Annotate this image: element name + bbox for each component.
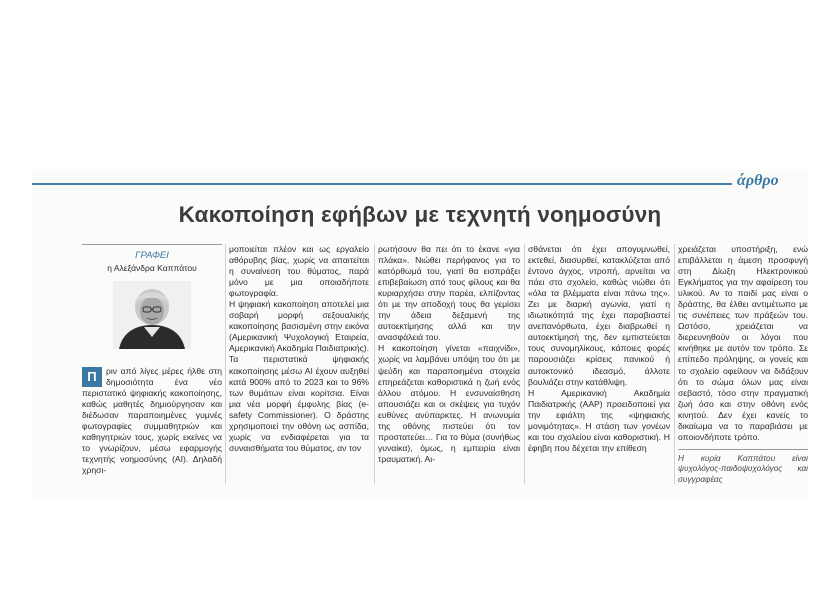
paragraph: ριν από λίγες μέρες ήλθε στη δημοσιότητα ένα νέο περιστατικό ψηφιακής κακοποίησης, καθώς μαθητές δημιούργησαν και διέδωσαν παραποιημένες γυμνές φωτογραφίες συμμαθητριών και καθηγητριών τους, χωρίς εκείνες να το γνωρίζουν, μέσω εφαρμογής τεχνητής νοημοσύνης (AI). Δηλαδή χρησι- bbox=[82, 366, 222, 476]
column-divider bbox=[225, 244, 226, 484]
column-divider bbox=[674, 244, 675, 484]
section-label: άρθρο bbox=[737, 172, 779, 189]
byline-author: η Αλεξάνδρα Καππάτου bbox=[107, 263, 197, 273]
column-divider bbox=[374, 244, 375, 484]
portrait-illustration bbox=[113, 281, 191, 349]
author-portrait bbox=[113, 281, 191, 349]
column-divider bbox=[524, 244, 525, 484]
byline-kicker: ΓΡΑΦΕΙ bbox=[135, 250, 169, 261]
byline bbox=[82, 244, 222, 349]
dropcap: Π bbox=[82, 367, 102, 387]
author-note: Η κυρία Καππάτου είναι ψυχολόγος-παιδοψυχολόγος και συγγραφέας bbox=[678, 453, 808, 484]
note-rule bbox=[678, 449, 808, 450]
article-column-5 bbox=[678, 244, 808, 485]
paragraph: ρωτήσουν θα πει ότι το έκανε «για πλάκα». Νιώθει περήφανος για το κατόρθωμά του, γιατί θα εισπράξει επιβεβαίωση από τους φίλους και θα κυριαρχήσει στην παρέα, ελπίζοντας ότι με την αποδοχή τους θα γεμίσει την άδεια δεξαμενή της αυτοεκτίμησης αλλά και την ανασφάλειά του. bbox=[378, 244, 520, 343]
paragraph: Η Αμερικανική Ακαδημία Παιδιατρικής (AAP) προειδοποιεί για την εφιάλτη της «ψηφιακής μονιμότητας». Η στάση των γονέων και του σχολείου είναι καθοριστική. Η έφηβη που δέχεται την επίθεση bbox=[528, 387, 670, 453]
section-rule bbox=[32, 183, 732, 185]
article-clipping bbox=[32, 170, 808, 500]
paragraph: μοποιείται πλέον και ως εργαλείο αθόρυβης βίας, χωρίς να απαιτείται η συναίνεση του θύματος, παρά μόνο με μια οποιαδήποτε φωτογραφία. bbox=[229, 244, 369, 299]
article-column-4 bbox=[528, 244, 670, 454]
paragraph: Η κακοποίηση γίνεται «παιχνίδι», χωρίς να λαμβάνει υπόψη του ότι με ψεύδη και παραποιημένα στοιχεία επηρεάζεται καθοριστικά η ζωή ενός άλλου ατόμου. Η ενσυναίσθηση απουσιάζει και οι σκέψεις για τυχόν ευθύνες ανύπαρκτες. Η ανωνυμία της οθόνης πιστεύει ότι τον προστατεύει… Για το θύμα (συνήθως γυναίκα), όμως, η εμπειρία είναι τραυματική. Αι- bbox=[378, 343, 520, 464]
article-column-1 bbox=[82, 366, 222, 476]
article-column-2 bbox=[229, 244, 369, 454]
paragraph: Η ψηφιακή κακοποίηση αποτελεί μια σοβαρή μορφή σεξουαλικής κακοποίησης βασισμένη στην εικόνα (Αμερικανική Ψυχολογική Εταιρεία, Αμερικανική Ακαδημία Παιδιατρικής). Τα περιστατικά ψηφιακής κακοποίησης μέσω AI έχουν αυξηθεί κατά 900% από το 2023 και το 96% των θυμάτων είναι κορίτσια. Είναι μια νέα μορφή έμφυλης βίας (e-safety Commissioner). Ο δράστης χρησιμοποιεί την οθόνη ως ασπίδα, χωρίς να ενδιαφέρεται για τα συναισθήματα του θύματος, αν τον bbox=[229, 299, 369, 453]
byline-rule bbox=[82, 244, 222, 245]
paragraph: σθάνεται ότι έχει απογυμνωθεί, εκτεθεί, διασυρθεί, κατακλύζεται από έντονο άγχος, ντροπή, αρνείται να πάει στο σχολείο, καθώς νιώθει ότι «όλα τα βλέμματα είναι πάνω της». Ζει με διαρκή αγωνία, γιατί η ιδιωτικότητά της έχει παραβιαστεί ανεπανόρθωτα, έχει διαβρωθεί η αυτοεκτίμησή της, δεν εμπιστεύεται τους συνομηλίκους, κάποιες φορές παρουσιάζει κρίσεις πανικού ή αυτοκτονικό ιδεασμό, άλλοτε βουλιάζει στην κατάθλιψη. bbox=[528, 244, 670, 387]
paragraph: χρειάζεται υποστήριξη, ενώ επιβάλλεται η άμεση προσφυγή στη Δίωξη Ηλεκτρονικού Εγκλήματος για την αφαίρεση του υλικού. Αν το παιδί μας είναι ο δράστης, θα έλθει αντιμέτωπο με τις συνέπειες των πράξεών του. Ωστόσο, χρειάζεται να διερευνηθούν οι λόγοι που κινήθηκε με αυτόν τον τρόπο. Σε επίπεδο πρόληψης, οι γονείς και το σχολείο οφείλουν να διδάξουν ότι το σώμα όλων μας είναι σεβαστό, τόσο στην πραγματική ζωή όσο και στην οθόνη ενός κινητού. Δεν έχει κανείς το δικαίωμα να το παραβιάσει με οποιονδήποτε τρόπο. bbox=[678, 244, 808, 442]
headline: Κακοποίηση εφήβων με τεχνητή νοημοσύνη bbox=[178, 202, 662, 227]
article-column-3 bbox=[378, 244, 520, 465]
